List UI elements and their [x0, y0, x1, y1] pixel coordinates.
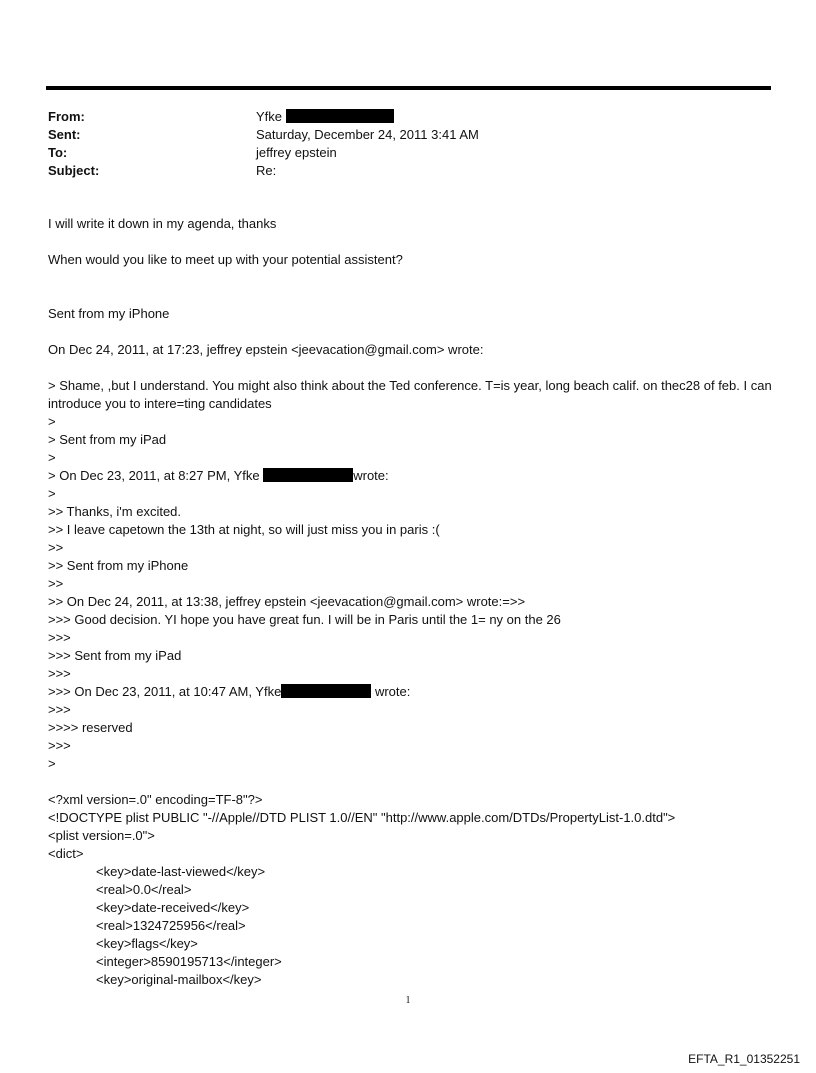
from-value [256, 108, 748, 126]
quoted-line: >>> [48, 702, 71, 717]
quoted-line: >>> [48, 630, 71, 645]
quoted-line: > Sent from my iPad [48, 432, 167, 447]
quoted-line: >> Thanks, i'm excited. [48, 504, 182, 519]
quoted-line: >>> [48, 666, 71, 681]
body-line: I will write it down in my agenda, thanks [48, 216, 277, 231]
sent-row [48, 126, 748, 144]
quoted-line: >> [48, 576, 64, 591]
from-label: From: [48, 109, 85, 124]
quoted-line: >> [48, 540, 64, 555]
redaction-box [263, 468, 353, 482]
redaction-box [281, 684, 371, 698]
plist-line: <key>original-mailbox</key> [96, 972, 262, 987]
plist-line: <real>1324725956</real> [96, 918, 246, 933]
redaction-box [286, 109, 394, 123]
to-label: To: [48, 145, 68, 160]
body-line: On Dec 24, 2011, at 17:23, jeffrey epstein <jeevacation@gmail.com> wrote: [48, 342, 484, 357]
email-body [48, 215, 773, 989]
from-row [48, 108, 748, 126]
body-line: Sent from my iPhone [48, 306, 170, 321]
quoted-line: > [48, 414, 56, 429]
plist-line: <real>0.0</real> [96, 882, 192, 897]
plist-line: <integer>8590195713</integer> [96, 954, 282, 969]
body-line: When would you like to meet up with your potential assistent? [48, 252, 403, 267]
quoted-line: > [48, 756, 56, 771]
quoted-line: >> I leave capetown the 13th at night, so will just miss you in paris :( [48, 522, 440, 537]
header-rule [46, 86, 771, 90]
page-number: 1 [405, 995, 411, 1006]
quoted-line: > Shame, ,but I understand. You might also think about the Ted conference. T=is year, long beach calif. on thec28 of feb. I can introduce you to intere=ting candidates [48, 378, 772, 411]
plist-line: <!DOCTYPE plist PUBLIC "-//Apple//DTD PLIST 1.0//EN" "http://www.apple.com/DTDs/PropertyList-1.0.dtd"> [48, 810, 676, 825]
quoted-text: > On Dec 23, 2011, at 8:27 PM, Yfke [48, 468, 264, 483]
subject-label: Subject: [48, 163, 100, 178]
plist-line: <dict> [48, 846, 84, 861]
to-value: jeffrey epstein [256, 145, 337, 160]
plist-line: <plist version=.0"> [48, 828, 155, 843]
from-name: Yfke [256, 109, 283, 124]
quoted-line: >>> Sent from my iPad [48, 648, 182, 663]
sent-label: Sent: [48, 127, 81, 142]
quoted-line: > [48, 450, 56, 465]
plist-line: <key>flags</key> [96, 936, 198, 951]
to-row [48, 144, 748, 162]
subject-row [48, 162, 748, 180]
quoted-line: >>> [48, 738, 71, 753]
quoted-text: wrote: [353, 468, 389, 483]
quoted-line: >> Sent from my iPhone [48, 558, 189, 573]
plist-line: <?xml version=.0" encoding=TF-8"?> [48, 792, 263, 807]
quoted-line: >>>> reserved [48, 720, 133, 735]
bates-number: EFTA_R1_01352251 [688, 1052, 800, 1066]
quoted-line [48, 683, 773, 701]
sent-value: Saturday, December 24, 2011 3:41 AM [256, 127, 479, 142]
quoted-text: >>> On Dec 23, 2011, at 10:47 AM, Yfke [48, 684, 282, 699]
quoted-line [48, 467, 773, 485]
quoted-text: wrote: [371, 684, 411, 699]
quoted-line: >>> Good decision. YI hope you have great fun. I will be in Paris until the 1= ny on the 26 [48, 612, 561, 627]
quoted-line: >> On Dec 24, 2011, at 13:38, jeffrey epstein <jeevacation@gmail.com> wrote:=>> [48, 594, 526, 609]
email-header [48, 108, 748, 180]
subject-value: Re: [256, 163, 277, 178]
plist-line: <key>date-received</key> [96, 900, 250, 915]
plist-line: <key>date-last-viewed</key> [96, 864, 266, 879]
quoted-line: > [48, 486, 56, 501]
